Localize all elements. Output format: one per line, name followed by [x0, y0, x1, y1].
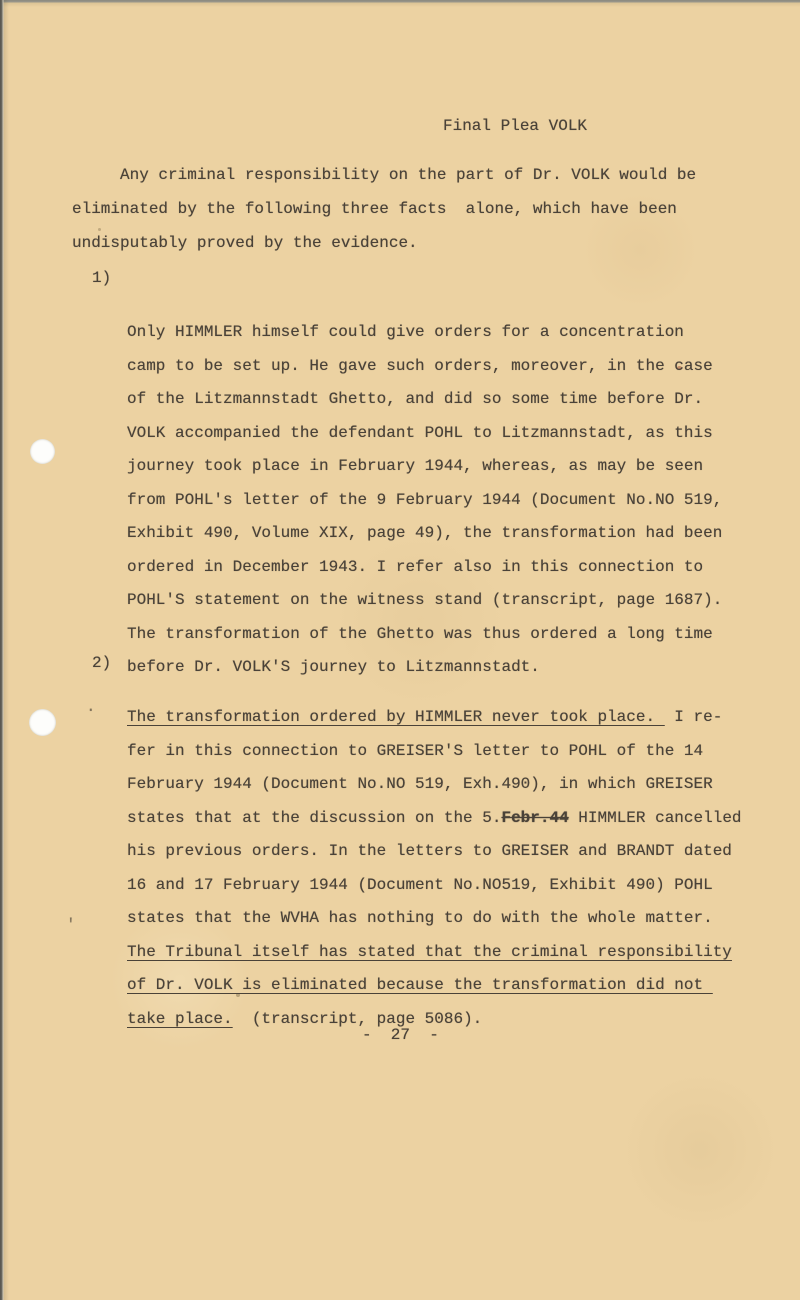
text-segment: Exhibit 490, Volume XIX, page 49), the transformation had been	[127, 524, 723, 542]
underlined-text: The transformation ordered by HIMMLER never took place.	[127, 708, 665, 726]
numbered-item-2	[92, 647, 742, 1072]
underlined-text: The Tribunal itself has stated that the criminal responsibility	[127, 942, 732, 961]
text-line	[127, 835, 742, 869]
text-segment: (transcript, page 5086).	[232, 1009, 483, 1028]
text-line	[127, 450, 722, 484]
text-segment: camp to be set up. He gave such orders, moreover, in the case	[127, 356, 713, 375]
text-line	[127, 316, 722, 350]
text-line	[127, 735, 742, 769]
text-line	[127, 417, 722, 451]
page-number: - 27 -	[362, 1026, 439, 1044]
text-line	[127, 936, 742, 970]
text-segment: from POHL's letter of the 9 February 1944 (Document No.NO 519,	[127, 490, 723, 509]
text-segment: I re-	[664, 708, 723, 726]
underlined-text: of Dr. VOLK is eliminated because the transformation did not	[127, 976, 713, 994]
text-segment: ordered in December 1943. I refer also in this connection to	[127, 557, 704, 576]
text-segment: 16 and 17 February 1944 (Document No.NO519, Exhibit 490) POHL	[127, 875, 713, 894]
text-line	[127, 484, 722, 518]
text-segment: HIMMLER cancelled	[568, 808, 742, 827]
text-line: undisputably proved by the evidence.	[72, 234, 418, 252]
text-line	[127, 969, 742, 1003]
text-segment: The transformation of the Ghetto was thus ordered a long time	[127, 624, 713, 643]
text-segment: Only HIMMLER himself could give orders for a concentration	[127, 323, 684, 341]
overstruck-text: Febr.44	[501, 808, 569, 827]
text-segment: fer in this connection to GREISER'S letter to POHL of the 14	[127, 741, 704, 760]
text-segment: VOLK accompanied the defendant POHL to Litzmannstadt, as this	[127, 423, 713, 442]
text-line	[127, 618, 722, 652]
text-segment: February 1944 (Document No.NO 519, Exh.490), in which GREISER	[127, 775, 713, 793]
text-line	[127, 869, 742, 903]
text-line	[127, 350, 722, 384]
text-line	[127, 551, 722, 585]
item-number: 2)	[92, 654, 112, 672]
text-segment: before Dr. VOLK'S journey to Litzmannstadt.	[127, 658, 540, 676]
text-segment: states that at the discussion on the 5.	[127, 808, 502, 827]
text-segment: of the Litzmannstadt Ghetto, and did so some time before Dr.	[127, 390, 704, 408]
text-line: Any criminal responsibility on the part of Dr. VOLK would be	[120, 166, 697, 184]
text-line	[127, 768, 742, 802]
hole-punch-top	[30, 439, 55, 464]
text-line	[127, 802, 742, 836]
page-title: Final Plea VOLK	[443, 117, 588, 135]
text-line: eliminated by the following three facts alone, which have been	[72, 200, 677, 218]
item-body	[127, 701, 742, 1036]
item-number: 1)	[92, 269, 112, 287]
text-segment: states that the WVHA has nothing to do with the whole matter.	[127, 909, 713, 927]
hole-punch-bottom	[29, 709, 56, 736]
text-line	[127, 701, 742, 735]
text-line	[127, 517, 722, 551]
text-line	[127, 383, 722, 417]
text-segment: his previous orders. In the letters to GREISER and BRANDT dated	[127, 842, 732, 860]
text-segment: journey took place in February 1944, whereas, as may be seen	[127, 457, 704, 475]
stray-ink-mark: '	[66, 916, 76, 934]
text-line	[127, 584, 722, 618]
underlined-text: take place.	[127, 1009, 233, 1028]
intro-paragraph	[72, 158, 696, 260]
text-line	[127, 902, 742, 936]
text-segment: POHL'S statement on the witness stand (transcript, page 1687).	[127, 591, 723, 609]
stray-ink-mark: .	[86, 698, 96, 716]
item-body	[127, 316, 722, 685]
